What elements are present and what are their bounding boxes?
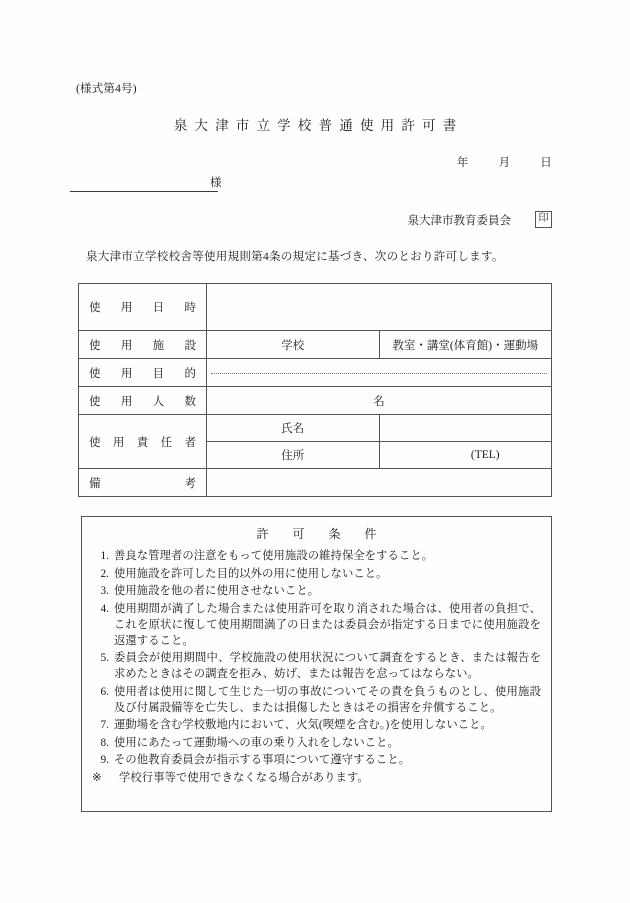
conditions-note — [92, 770, 541, 786]
condition-text: 委員会が使用期間中、学校施設の使用状況について調査をするとき、または報告を求めたときはその調査を拒み、妨げ、または報告を怠ってはならない。 — [114, 652, 541, 681]
addressee-blank-line[interactable] — [70, 174, 218, 192]
value-manager-name[interactable] — [379, 415, 552, 442]
condition-text: 使用者は使用に関して生じた一切の事故についてその責を負うものとし、使用施設及び付属設備等を亡失し、または損傷したときはその損害を弁償すること。 — [114, 685, 541, 714]
label-usage-datetime: 使用日時 — [79, 284, 207, 331]
label-usage-facility: 使用施設 — [79, 331, 207, 359]
list-item — [92, 735, 541, 751]
list-item — [92, 752, 541, 768]
label-usage-people: 使用人数 — [79, 387, 207, 415]
usage-details-table — [78, 283, 552, 497]
conditions-title: 許可条件 — [256, 527, 401, 541]
list-item — [92, 601, 541, 649]
label-remarks: 備考 — [79, 469, 207, 497]
condition-text: 使用にあたって運動場への車の乗り入れをしないこと。 — [114, 736, 399, 749]
list-item — [92, 583, 541, 599]
condition-text: 善良な管理者の注意をもって使用施設の維持保全をすること。 — [114, 550, 434, 562]
table-row-manager-name — [79, 415, 552, 442]
value-manager-tel[interactable]: (TEL) — [379, 442, 552, 469]
note-mark-icon: ※ — [92, 771, 102, 784]
table-row-people — [79, 387, 552, 415]
list-item — [92, 548, 541, 564]
condition-number: 3. — [100, 585, 109, 598]
condition-number: 4. — [100, 602, 109, 615]
table-row-facility — [79, 331, 552, 359]
label-usage-manager: 使用責任者 — [79, 415, 207, 469]
condition-text: 使用期間が満了した場合または使用許可を取り消された場合は、使用者の負担で、これを原状に復して使用期間満了の日または委員会が指定する日までに使用施設を返還すること。 — [114, 602, 541, 647]
table-row-remarks — [79, 469, 552, 497]
value-usage-people-unit[interactable]: 名 — [207, 387, 552, 415]
condition-number: 2. — [100, 567, 109, 580]
document-title: 泉大津市立学校普通使用許可書 — [173, 118, 464, 133]
condition-text: その他教育委員会が指示する事項について遵守すること。 — [114, 754, 411, 767]
value-usage-purpose[interactable] — [207, 359, 552, 387]
form-number: (様式第4号) — [76, 83, 137, 95]
label-manager-name: 氏名 — [207, 415, 380, 442]
condition-number: 8. — [100, 736, 109, 749]
condition-number: 1. — [100, 550, 109, 562]
condition-text: 運動場を含む学校敷地内において、火気(喫煙を含む。)を使用しないこと。 — [114, 719, 492, 732]
condition-number: 9. — [100, 754, 109, 767]
table-row-purpose — [79, 359, 552, 387]
issuer-line — [408, 211, 553, 228]
value-remarks[interactable] — [207, 469, 552, 497]
label-manager-address: 住所 — [207, 442, 380, 469]
list-item — [92, 717, 541, 733]
date-year-label: 年 — [456, 157, 469, 169]
condition-text: 使用施設を許可した目的以外の用に使用しないこと。 — [114, 567, 388, 580]
condition-number: 7. — [100, 719, 109, 732]
value-facility-options[interactable]: 教室・講堂(体育館)・運動場 — [379, 331, 552, 359]
date-month-label: 月 — [498, 157, 511, 169]
condition-number: 6. — [100, 685, 109, 698]
table-row-datetime — [79, 284, 552, 331]
value-facility-school[interactable]: 学校 — [207, 331, 380, 359]
intro-text: 泉大津市立学校校舎等使用規則第4条の規定に基づき、次のとおり許可します。 — [86, 251, 504, 263]
date-line — [457, 154, 552, 170]
value-usage-datetime[interactable] — [207, 284, 552, 331]
issuer-name: 泉大津市教育委員会 — [407, 214, 511, 227]
condition-text: 使用施設を他の者に使用させないこと。 — [114, 585, 320, 598]
note-text: 学校行事等で使用できなくなる場合があります。 — [119, 771, 369, 784]
condition-number: 5. — [100, 652, 109, 665]
seal-icon: 印 — [535, 211, 552, 228]
label-usage-purpose: 使用目的 — [79, 359, 207, 387]
list-item — [92, 684, 541, 716]
addressee-honorific: 様 — [210, 177, 222, 189]
conditions-list — [92, 548, 541, 768]
list-item — [92, 566, 541, 582]
list-item — [92, 650, 541, 682]
dotted-writing-line — [211, 373, 547, 374]
permit-conditions-box — [81, 516, 552, 812]
date-day-label: 日 — [540, 157, 552, 169]
